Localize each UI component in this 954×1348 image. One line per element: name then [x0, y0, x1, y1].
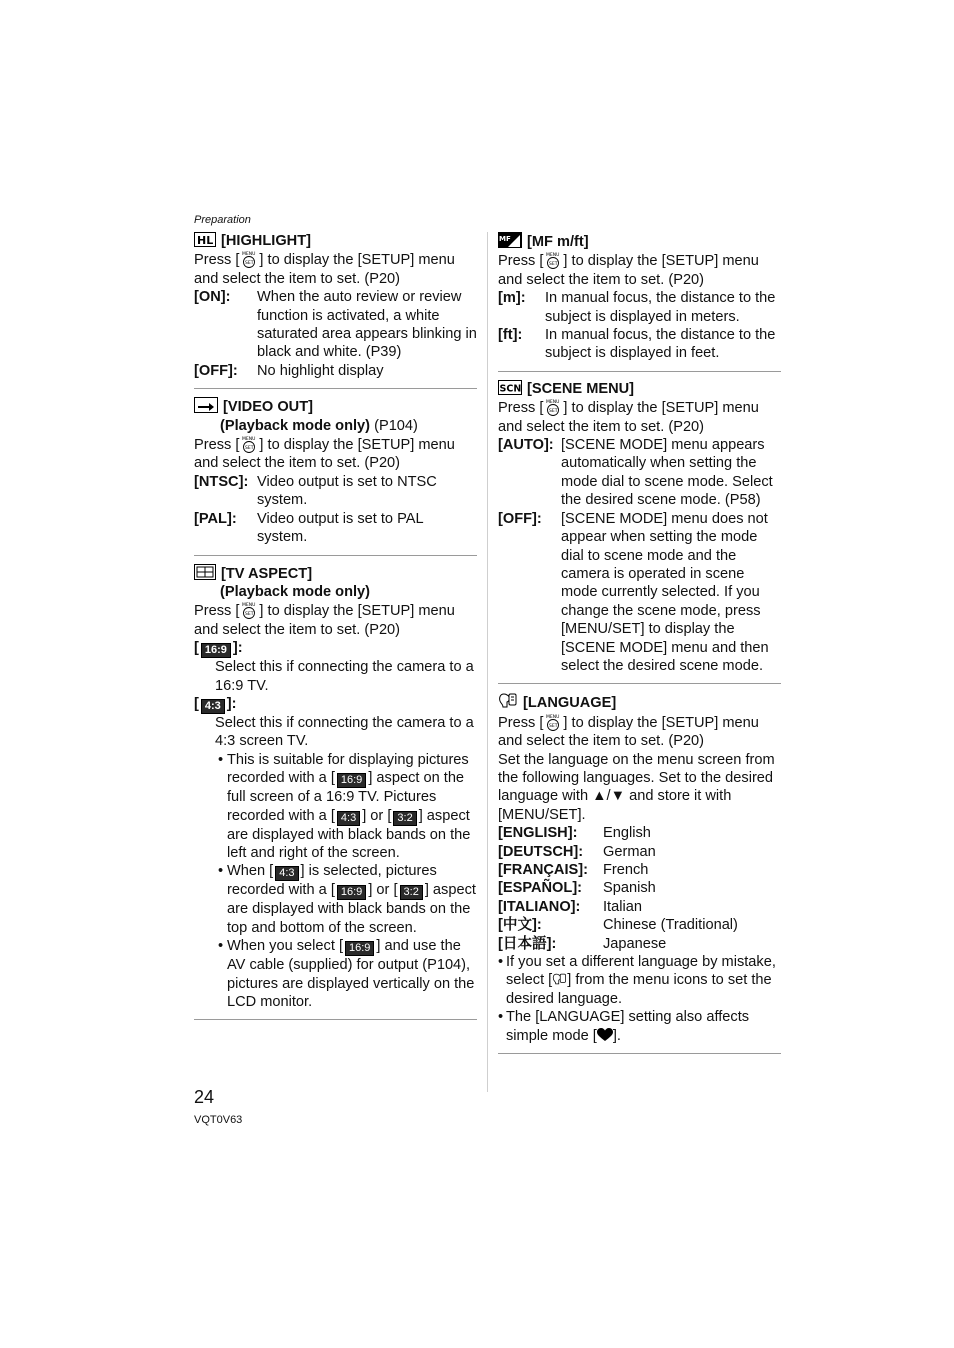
svg-text:SET: SET — [245, 261, 254, 267]
language-row: [DEUTSCH]: German — [498, 843, 656, 860]
document-code: VQT0V63 — [194, 1114, 243, 1126]
tv-aspect-press: Press [ MENU SET ] to display the [SETUP] menu — [194, 603, 455, 620]
separator — [498, 1053, 781, 1054]
video-out-section — [194, 396, 477, 554]
option-169-key: [ 16:9 ]: — [194, 640, 243, 657]
svg-text:MENU: MENU — [242, 252, 256, 258]
video-out-press: Press [ MENU SET ] to display the [SETUP] menu — [194, 437, 455, 454]
scene-off-row — [498, 510, 781, 676]
column-divider — [487, 232, 488, 1092]
tv-aspect-icon — [194, 564, 216, 580]
mf-title-text: [MF m/ft] — [527, 234, 589, 250]
off-key: [OFF]: — [194, 362, 238, 379]
svg-text:SET: SET — [549, 262, 558, 268]
video-out-icon — [194, 397, 218, 413]
highlight-on-row — [194, 288, 477, 362]
ft-row — [498, 326, 781, 363]
scene-section — [498, 379, 781, 684]
option-43-key: [ 4:3 ]: — [194, 695, 237, 712]
mf-title — [498, 232, 781, 251]
page-number: 24 — [194, 1087, 215, 1107]
tv-aspect-press-2: and select the item to set. (P20) — [194, 621, 401, 638]
aspect-32-badge: 3:2 — [393, 811, 416, 826]
language-press: Press [ MENU SET ] to display the [SETUP] menu — [498, 714, 759, 731]
auto-text: [SCENE MODE] menu appears automatically when setting the mode dial to scene mode. Select the desired scene mode. (P58) — [561, 437, 773, 509]
highlight-section — [194, 231, 477, 388]
ntsc-key: [NTSC]: — [194, 473, 249, 490]
separator — [194, 1019, 477, 1020]
menu-set-icon — [545, 398, 561, 416]
scene-off-text: [SCENE MODE] menu does not appear when setting the mode dial to scene mode and the camera is operated in scene mode currently selected. If you change the scene mode, press [MENU/SET] to display the [SCENE MODE] menu and then select the desired scene mode. — [561, 510, 769, 674]
scene-title-text: [SCENE MENU] — [527, 380, 635, 397]
highlight-title-text: [HIGHLIGHT] — [221, 233, 311, 249]
pal-text: Video output is set to PAL system. — [257, 510, 424, 546]
ft-text: In manual focus, the distance to the subject is displayed in feet. — [545, 327, 776, 362]
aspect-32-badge: 3:2 — [400, 885, 423, 900]
option-43-text: Select this if connecting the camera to a 4:3 screen TV. — [215, 714, 474, 750]
svg-text:MENU: MENU — [242, 437, 256, 443]
video-out-title — [194, 397, 477, 416]
mf-section — [498, 231, 781, 371]
language-title — [498, 692, 781, 712]
ft-key: [ft]: — [498, 327, 523, 344]
aspect-169-badge: 16:9 — [337, 885, 366, 900]
svg-text:MENU: MENU — [546, 253, 560, 259]
svg-text:HL: HL — [197, 234, 214, 247]
language-section — [498, 691, 781, 1053]
language-row: [FRANÇAIS]: French — [498, 862, 649, 878]
language-title-text: [LANGUAGE] — [523, 695, 617, 712]
svg-text:MENU: MENU — [546, 400, 560, 406]
svg-text:MENU: MENU — [242, 603, 256, 609]
language-row: [ESPAÑOL]: Spanish — [498, 880, 656, 897]
tv-aspect-bullet-3: • When you select [ 16:9 ] and use the AV cable (supplied) for output (P104), pictures are displayed vertically on the LCD monitor. — [218, 938, 475, 1010]
highlight-press-2: and select the item to set. (P20) — [194, 270, 401, 287]
separator — [194, 388, 477, 389]
menu-set-icon — [545, 713, 561, 731]
on-key: [ON]: — [194, 289, 231, 306]
svg-text:SET: SET — [245, 446, 254, 452]
language-row: [日本語]: Japanese — [498, 935, 667, 952]
pal-row — [194, 510, 477, 547]
on-text: When the auto review or review function is activated, a white saturated area appears blinking in black and white. (P39) — [257, 289, 477, 361]
off-text: No highlight display — [257, 362, 384, 379]
language-note-2: • The [LANGUAGE] setting also affects simple mode [ ]. — [498, 1009, 750, 1044]
separator — [194, 555, 477, 556]
scn-icon — [498, 380, 522, 395]
scene-auto-row — [498, 436, 781, 510]
language-note-1: • If you set a different language by mistake, select [ ] from the menu icons to set the desired language. — [498, 954, 776, 1007]
svg-text:SET: SET — [245, 612, 254, 618]
svg-text:SCN: SCN — [499, 383, 522, 395]
separator — [498, 683, 781, 684]
m-text: In manual focus, the distance to the subject is displayed in meters. — [545, 290, 776, 325]
highlight-icon — [194, 232, 216, 247]
aspect-43-badge: 4:3 — [337, 811, 360, 826]
aspect-169-badge: 16:9 — [345, 941, 374, 956]
m-row — [498, 289, 781, 326]
tv-aspect-subtitle: (Playback mode only) — [220, 583, 371, 600]
m-key: [m]: — [498, 290, 526, 307]
language-row: [ENGLISH]: English — [498, 825, 651, 842]
svg-text:MF: MF — [499, 235, 511, 243]
aspect-43-badge: 4:3 — [201, 699, 225, 714]
scene-press: Press [ MENU SET ] to display the [SETUP] menu — [498, 400, 759, 417]
menu-set-icon — [241, 601, 257, 619]
right-column — [498, 231, 781, 1061]
mf-press: Press [ MENU SET ] to display the [SETUP] menu — [498, 253, 759, 270]
scene-off-key: [OFF]: — [498, 510, 542, 527]
svg-text:SET: SET — [549, 723, 558, 729]
scene-title — [498, 380, 781, 398]
auto-key: [AUTO]: — [498, 437, 554, 454]
video-out-title-text: [VIDEO OUT] — [223, 399, 313, 416]
scene-press-2: and select the item to set. (P20) — [498, 418, 705, 435]
aspect-169-badge: 16:9 — [201, 643, 231, 658]
aspect-169-badge: 16:9 — [337, 773, 366, 788]
highlight-off-row — [194, 362, 477, 380]
language-icon — [552, 972, 567, 986]
tv-aspect-bullet-1: • This is suitable for displaying pictures recorded with a [ 16:9 ] aspect on the full screen of a 16:9 TV. Pictures recorded with a [ 4:3 ] or [ 3:2 ] aspect are displayed with black bands on the left and right of the screen. — [218, 751, 471, 861]
svg-text:MENU: MENU — [546, 714, 560, 720]
language-press-2: and select the item to set. (P20) — [498, 733, 705, 750]
tv-aspect-title-text: [TV ASPECT] — [221, 565, 313, 582]
tv-aspect-title — [194, 564, 477, 583]
menu-set-icon — [241, 435, 257, 453]
menu-set-icon — [241, 250, 257, 268]
mf-icon — [498, 232, 522, 248]
separator — [498, 371, 781, 372]
section-label: Preparation — [194, 214, 251, 226]
tv-aspect-bullet-2: • When [ 4:3 ] is selected, pictures recorded with a [ 16:9 ] or [ 3:2 ] aspect are displayed with black bands on the top and bottom of the screen. — [218, 863, 476, 936]
language-row: [中文]: Chinese (Traditional) — [498, 917, 738, 934]
language-row: [ITALIANO]: Italian — [498, 898, 642, 915]
aspect-43-badge: 4:3 — [275, 866, 298, 881]
heart-icon — [597, 1028, 613, 1042]
video-out-press-2: and select the item to set. (P20) — [194, 455, 401, 472]
ntsc-text: Video output is set to NTSC system. — [257, 473, 437, 509]
highlight-title — [194, 232, 477, 250]
video-out-subtitle: (Playback mode only) (P104) — [220, 417, 418, 434]
mf-press-2: and select the item to set. (P20) — [498, 271, 705, 288]
menu-set-icon — [545, 251, 561, 269]
left-column — [194, 231, 477, 1027]
tv-aspect-section — [194, 563, 477, 1020]
language-intro: Set the language on the menu screen from the following languages. Set to the desired language with ▲/▼ and store it with [MENU/SET]. — [498, 751, 775, 823]
ntsc-row — [194, 473, 477, 510]
highlight-press: Press [ MENU SET ] to display the [SETUP] menu — [194, 252, 455, 269]
pal-key: [PAL]: — [194, 510, 237, 527]
svg-text:SET: SET — [549, 409, 558, 415]
language-icon — [498, 692, 518, 709]
option-169-text: Select this if connecting the camera to a 16:9 TV. — [215, 659, 474, 694]
